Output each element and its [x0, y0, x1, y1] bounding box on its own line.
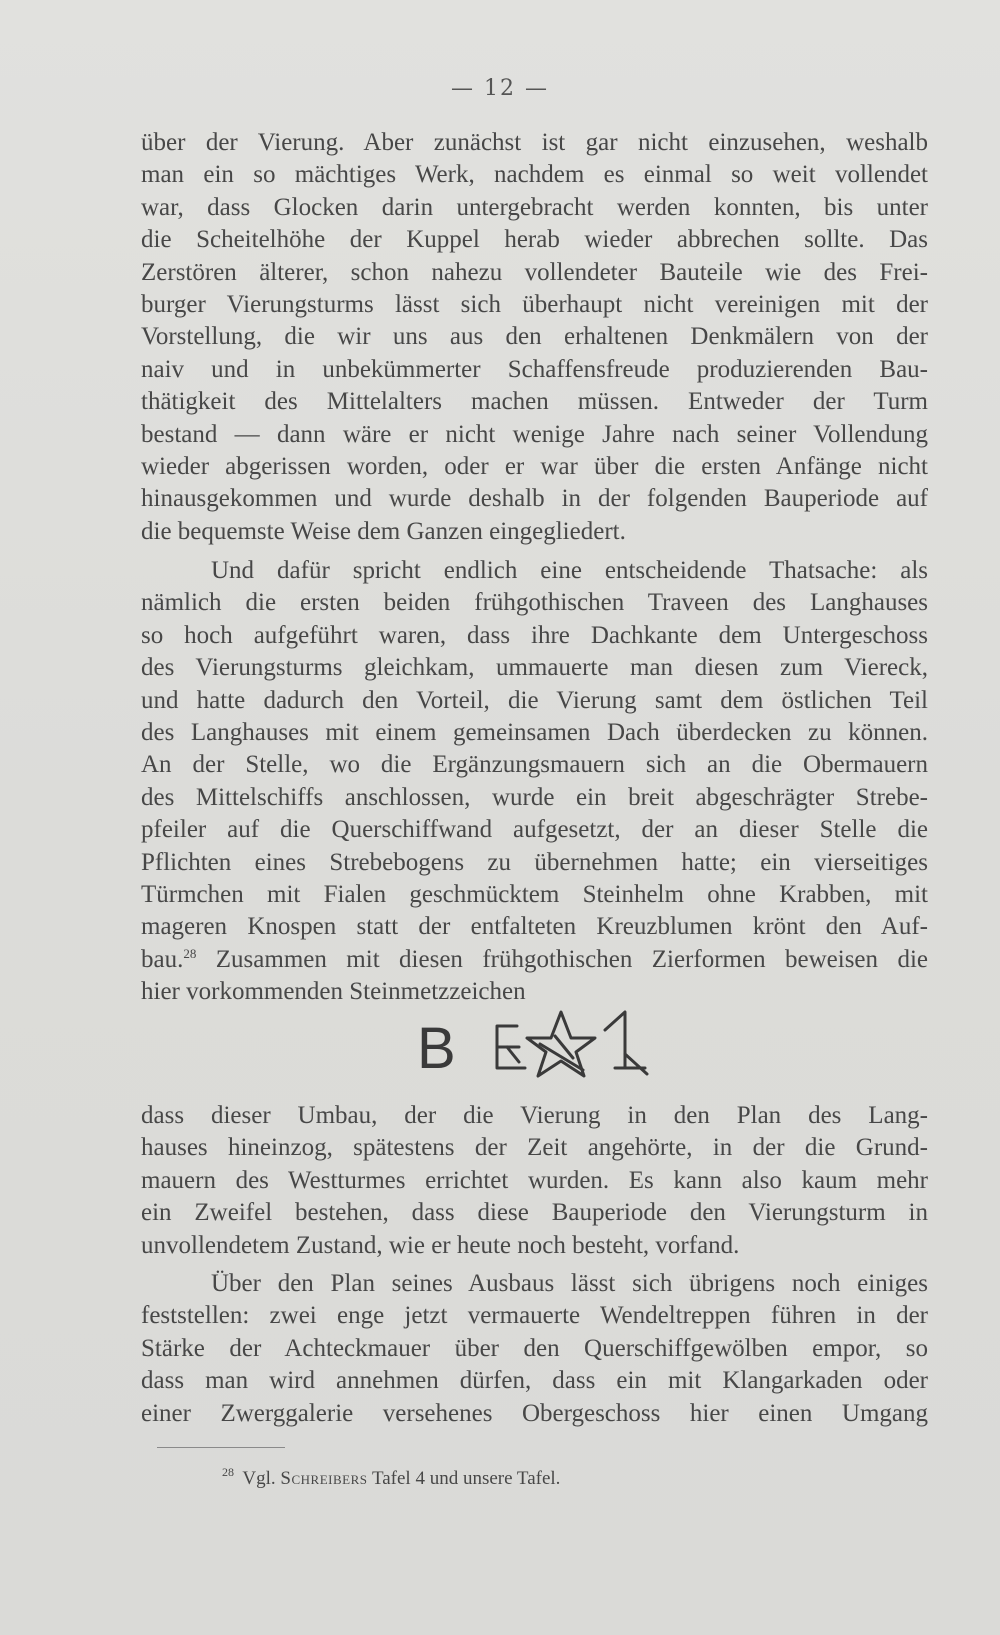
text-line: Pflichten eines Strebebogens zu übernehmen hatte; ein vierseitiges	[141, 848, 928, 876]
text-line: thätigkeit des Mittelalters machen müssen. Entweder der Turm	[141, 388, 928, 416]
paragraph-2	[141, 555, 928, 1008]
text-line: war, dass Glocken darin untergebracht werden konnten, bis unter	[141, 193, 928, 221]
text-line: über der Vierung. Aber zunächst ist gar nicht einzusehen, weshalb	[141, 129, 928, 156]
text-line: naiv und in unbekümmerter Schaffensfreude produzierenden Bau-	[141, 355, 928, 383]
text-line: nämlich die ersten beiden frühgothischen Traveen des Langhauses	[141, 589, 928, 617]
text-line: unvollendetem Zustand, wie er heute noch besteht, vorfand.	[141, 1231, 740, 1259]
text-line: des Vierungsturms gleichkam, ummauerte man diesen zum Viereck,	[141, 654, 928, 682]
text-line: einer Zwerggalerie versehenes Obergeschoss hier einen Umgang	[141, 1399, 928, 1427]
footnote-reference[interactable]: 28	[183, 945, 197, 961]
footnote-text: Tafel 4 und unsere Tafel.	[371, 1468, 561, 1489]
text-line: An der Stelle, wo die Ergänzungsmauern sich an die Obermauern	[141, 751, 928, 779]
mason-mark-letter: B	[417, 1016, 456, 1080]
paragraph-3	[141, 1100, 928, 1262]
line-segment: bau.	[141, 945, 184, 973]
text-line: man ein so mächtiges Werk, nachdem es einmal so weit vollendet	[141, 161, 928, 189]
text-line: die Scheitelhöhe der Kuppel herab wieder abbrechen sollte. Das	[141, 226, 928, 254]
page-number: — 12 —	[451, 76, 549, 101]
footnote-number: 28	[222, 1465, 234, 1479]
text-line: hier vorkommenden Steinmetzzeichen	[141, 978, 526, 1006]
text-line: dass dieser Umbau, der die Vierung in den Plan des Lang-	[141, 1102, 928, 1129]
text-line: Vorstellung, die wir uns aus den erhaltenen Denkmälern von der	[141, 323, 928, 351]
text-line: hauses hineinzog, spätestens der Zeit angehörte, in der die Grund-	[141, 1134, 928, 1162]
text-line: mauern des Westturmes errichtet wurden. Es kann also kaum mehr	[141, 1166, 928, 1194]
paragraph-4	[141, 1268, 928, 1430]
text-line: burger Vierungsturms lässt sich überhaupt nicht vereinigen mit der	[141, 290, 928, 318]
footnote-prefix: Vgl.	[242, 1468, 276, 1489]
text-line: so hoch aufgeführt waren, dass ihre Dachkante dem Untergeschoss	[141, 621, 928, 649]
text-line: des Langhauses mit einem gemeinsamen Dach überdecken zu können.	[141, 718, 928, 746]
text-line: hinausgekommen und wurde deshalb in der folgenden Bauperiode auf	[141, 485, 928, 513]
text-line-with-footnote-ref	[141, 944, 928, 976]
mason-mark-four	[605, 1012, 647, 1074]
text-line: mageren Knospen statt der entfalteten Kreuzblumen krönt den Auf-	[141, 913, 928, 941]
footnote	[222, 1465, 560, 1490]
text-line: Stärke der Achteckmauer über den Querschiffgewölben empor, so	[141, 1334, 928, 1362]
text-line: des Mittelschiffs anschlossen, wurde ein breit abgeschrägter Strebe-	[141, 783, 928, 811]
text-line: feststellen: zwei enge jetzt vermauerte Wendeltreppen führen in der	[141, 1302, 928, 1330]
text-line: ein Zweifel bestehen, dass diese Bauperiode den Vierungsturm in	[141, 1199, 928, 1227]
stonemason-marks-illustration	[415, 1008, 675, 1080]
text-line: die bequemste Weise dem Ganzen eingegliedert.	[141, 517, 626, 545]
text-line: und hatte dadurch den Vorteil, die Vierung samt dem östlichen Teil	[141, 686, 928, 714]
footnote-divider	[157, 1447, 285, 1448]
mason-mark-two	[497, 1026, 525, 1068]
mason-mark-star	[527, 1012, 595, 1076]
line-segment: Zusammen mit diesen frühgothischen Zierformen beweisen die	[196, 945, 928, 973]
text-line: pfeiler auf die Querschiffwand aufgesetzt, der an dieser Stelle die	[141, 816, 928, 844]
footnote-author: Schreibers	[280, 1468, 368, 1489]
text-line: wieder abgerissen worden, oder er war über die ersten Anfänge nicht	[141, 452, 928, 480]
text-line: bestand — dann wäre er nicht wenige Jahre nach seiner Vollendung	[141, 420, 928, 448]
text-line: Und dafür spricht endlich eine entscheidende Thatsache: als	[211, 557, 928, 584]
paragraph-1	[141, 127, 928, 548]
text-line: dass man wird annehmen dürfen, dass ein mit Klangarkaden oder	[141, 1367, 928, 1395]
text-line: Zerstören älterer, schon nahezu vollendeter Bauteile wie des Frei-	[141, 258, 928, 286]
text-line: Türmchen mit Fialen geschmücktem Steinhelm ohne Krabben, mit	[141, 880, 928, 908]
text-line: Über den Plan seines Ausbaus lässt sich übrigens noch einiges	[211, 1270, 928, 1297]
